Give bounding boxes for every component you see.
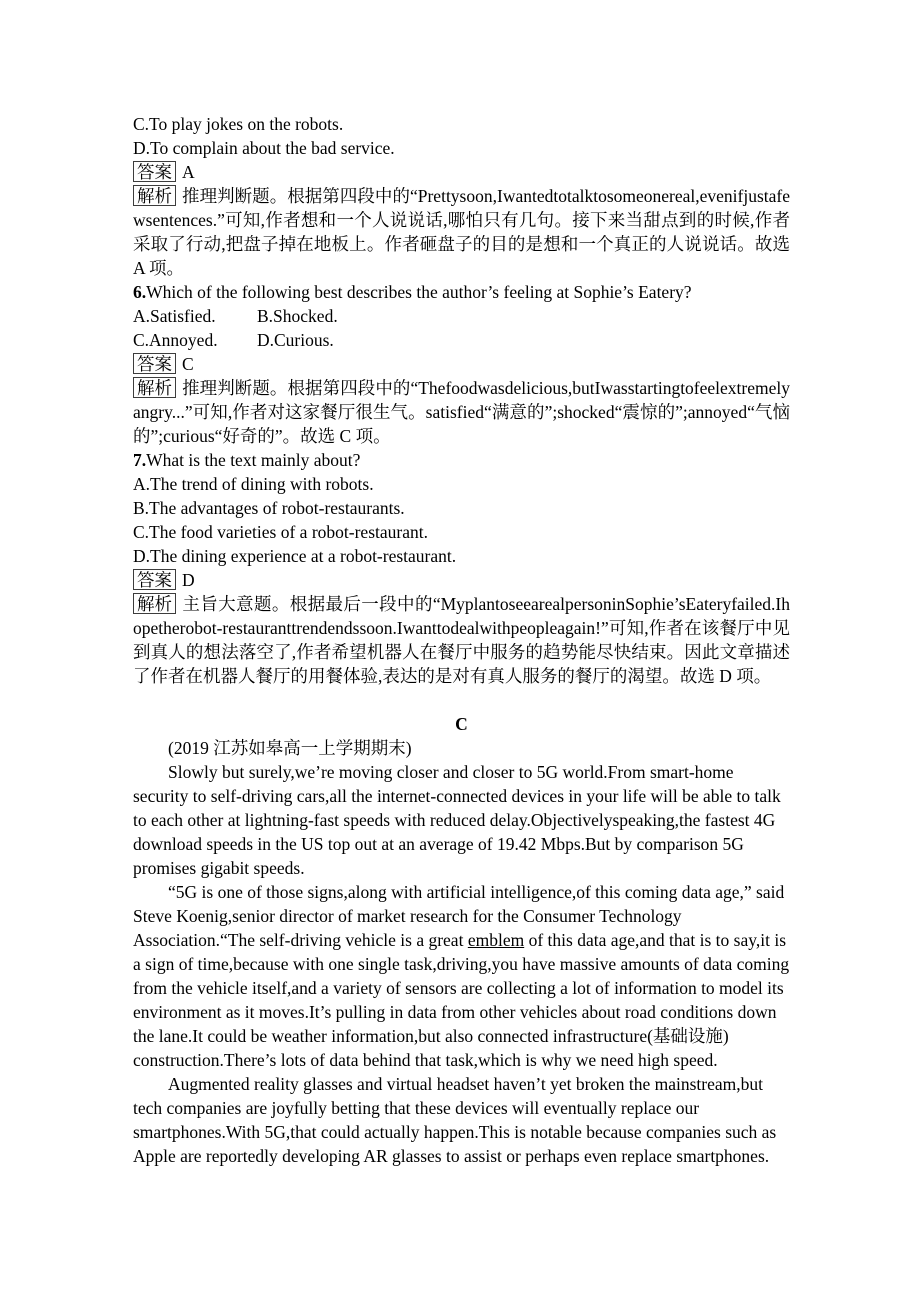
q6-option-a: A.Satisfied.	[133, 306, 216, 326]
q7-number: 7.	[133, 450, 147, 470]
q7-text: What is the text mainly about?	[146, 450, 361, 470]
q6-question	[133, 280, 790, 304]
q6-text: Which of the following best describes the author’s feeling at Sophie’s Eatery?	[146, 282, 692, 302]
q5-option-c: C.To play jokes on the robots.	[133, 114, 344, 134]
question-7-block	[133, 448, 790, 688]
q5-answer-line	[133, 160, 790, 184]
passage-underlined-word: emblem	[467, 930, 525, 950]
q6-answer-value: C	[182, 354, 194, 374]
q6-analysis	[133, 376, 790, 448]
q6-number: 6.	[133, 282, 147, 302]
passage-paragraph-1: Slowly but surely,we’re moving closer and closer to 5G world.From smart-home security to self-driving cars,all the internet-connected devices in your life will be able to talk to each other at lightning-fast speeds with reduced delay.Objectivelyspeaking,the fastest 4G download speeds in the US top out at an average of 19.42 Mbps.But by comparison 5G promises gigabit speeds.	[133, 762, 781, 878]
q5-option-d: D.To complain about the bad service.	[133, 138, 395, 158]
q7-question	[133, 448, 790, 472]
analysis-badge: 解析	[133, 593, 176, 614]
q7-analysis-text: 主旨大意题。根据最后一段中的“MyplantoseearealpersoninSophie’sEateryfailed.Ihopetherobot-restauranttrendendssoon.Iwanttodealwithpeopleagain!”可知,作者在该餐厅中见到真人的想法落空了,作者希望机器人在餐厅中服务的趋势能尽快结束。因此文章描述了作者在机器人餐厅的用餐体验,表达的是对有真人服务的餐厅的渴望。故选 D 项。	[133, 594, 790, 686]
q7-option-a: A.The trend of dining with robots.	[133, 474, 374, 494]
q5-analysis-text: 推理判断题。根据第四段中的“Prettysoon,Iwantedtotalktosomeonereal,evenifjustafewsentences.”可知,作者想和一个人说说话,哪怕只有几句。接下来当甜点到的时候,作者采取了行动,把盘子掉在地板上。作者砸盘子的目的是想和一个真正的人说说话。故选 A 项。	[133, 186, 790, 278]
passage-c-block	[133, 712, 790, 1168]
q7-answer-line	[133, 568, 790, 592]
q6-analysis-text: 推理判断题。根据第四段中的“Thefoodwasdelicious,butIwasstartingtofeelextremelyangry...”可知,作者对这家餐厅很生气。satisfied“满意的”;shocked“震惊的”;annoyed“气恼的”;curious“好奇的”。故选 C 项。	[133, 378, 790, 446]
q6-option-c: C.Annoyed.	[133, 330, 218, 350]
answer-badge: 答案	[133, 569, 176, 590]
passage-source: (2019 江苏如皋高一上学期期末)	[168, 738, 412, 758]
analysis-badge: 解析	[133, 377, 176, 398]
analysis-badge: 解析	[133, 185, 176, 206]
question-5-block	[133, 112, 790, 280]
passage-p2-before: “5G is one of those signs,along with artificial intelligence,of this coming data age,” said Steve Koenig,senior director of market research for the Consumer Technology Association.“The self-driving vehicle is a great	[133, 882, 785, 950]
q7-option-d: D.The dining experience at a robot-restaurant.	[133, 546, 457, 566]
q6-options-row-1	[133, 304, 790, 328]
q6-options-row-2	[133, 328, 790, 352]
passage-paragraph-2	[133, 880, 790, 1072]
passage-paragraph-3: Augmented reality glasses and virtual headset haven’t yet broken the mainstream,but tech companies are joyfully betting that these devices will eventually replace our smartphones.With 5G,that could actually happen.This is notable because companies such as Apple are reportedly developing AR glasses to assist or perhaps even replace smartphones.	[133, 1074, 777, 1166]
q6-answer-line	[133, 352, 790, 376]
q7-option-c: C.The food varieties of a robot-restaurant.	[133, 522, 428, 542]
answer-badge: 答案	[133, 353, 176, 374]
passage-heading: C	[455, 714, 468, 734]
answer-badge: 答案	[133, 161, 176, 182]
q5-analysis	[133, 184, 790, 280]
q7-answer-value: D	[182, 570, 195, 590]
q7-analysis	[133, 592, 790, 688]
q5-answer-value: A	[182, 162, 195, 182]
section-gap	[133, 688, 790, 712]
q6-option-b: B.Shocked.	[257, 306, 338, 326]
passage-p2-after: of this data age,and that is to say,it is a sign of time,because with one single task,driving,you have massive amounts of data coming from the vehicle itself,and a variety of sensors are collecting a lot of information to model its environment as it moves.It’s pulling in data from other vehicles about road conditions down the lane.It could be weather information,but also connected infrastructure(基础设施) construction.There’s lots of data behind that task,which is why we need high speed.	[133, 930, 790, 1070]
question-6-block	[133, 280, 790, 448]
q6-option-d: D.Curious.	[257, 330, 334, 350]
q7-option-b: B.The advantages of robot-restaurants.	[133, 498, 405, 518]
